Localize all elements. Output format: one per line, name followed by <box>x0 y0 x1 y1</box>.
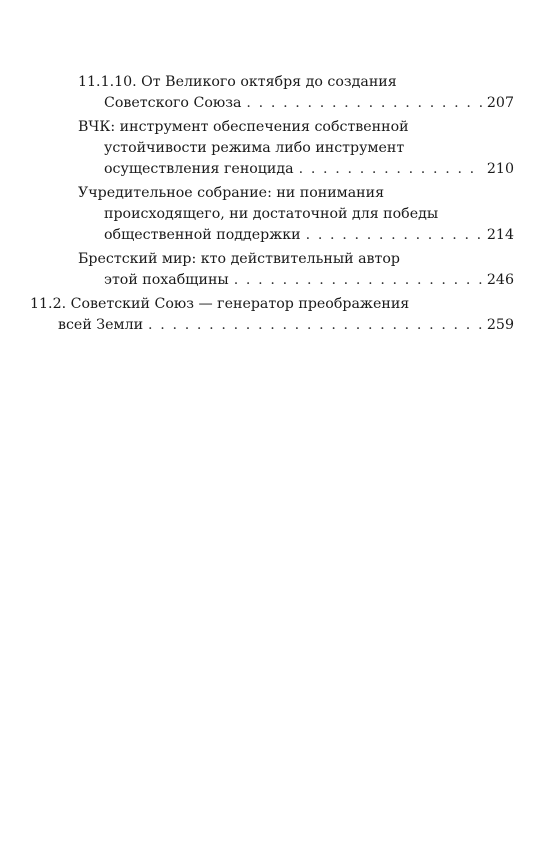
table-of-contents <box>0 72 540 339</box>
toc-entry-11-2 <box>0 294 540 336</box>
dot-leader <box>234 270 482 291</box>
toc-entry-title-line: Советского Союза <box>104 95 242 111</box>
toc-entry-title-line: ВЧК: инструмент обеспечения собственной <box>78 119 409 135</box>
toc-entry-title-line: осуществления геноцида <box>104 161 294 177</box>
page-number: 207 <box>486 95 514 111</box>
page-number: 214 <box>486 227 514 243</box>
toc-entry-last-line <box>0 270 514 291</box>
toc-entry-last-line <box>0 93 514 114</box>
toc-entry-title-line: Учредительное собрание: ни понимания <box>78 185 385 201</box>
toc-entry-title-line: 11.1.10. От Великого октября до создания <box>78 74 397 90</box>
page-number: 246 <box>486 272 514 288</box>
dot-leader <box>148 315 482 336</box>
dot-leader <box>299 159 482 180</box>
toc-entry-title-line: этой похабщины <box>104 272 229 288</box>
dot-leader <box>306 225 482 246</box>
toc-entry-brest-peace <box>0 249 540 291</box>
page-number: 259 <box>486 317 514 333</box>
toc-entry-vchk <box>0 117 540 180</box>
dot-leader <box>246 93 481 114</box>
page-number: 210 <box>486 161 514 177</box>
toc-entry-title-line: Брестский мир: кто действительный автор <box>78 251 401 267</box>
toc-entry-title-line: 11.2. Советский Союз — генератор преображения <box>30 296 410 312</box>
toc-entry-title-line: всей Земли <box>58 317 144 333</box>
toc-entry-last-line <box>0 315 514 336</box>
toc-entry-title-line: происходящего, ни достаточной для победы <box>104 206 439 222</box>
toc-entry-title-line: устойчивости режима либо инструмент <box>104 140 405 156</box>
toc-entry-11-1-10 <box>0 72 540 114</box>
toc-entry-last-line <box>0 159 514 180</box>
toc-entry-last-line <box>0 225 514 246</box>
toc-entry-constituent-assembly <box>0 183 540 246</box>
toc-entry-title-line: общественной поддержки <box>104 227 301 243</box>
